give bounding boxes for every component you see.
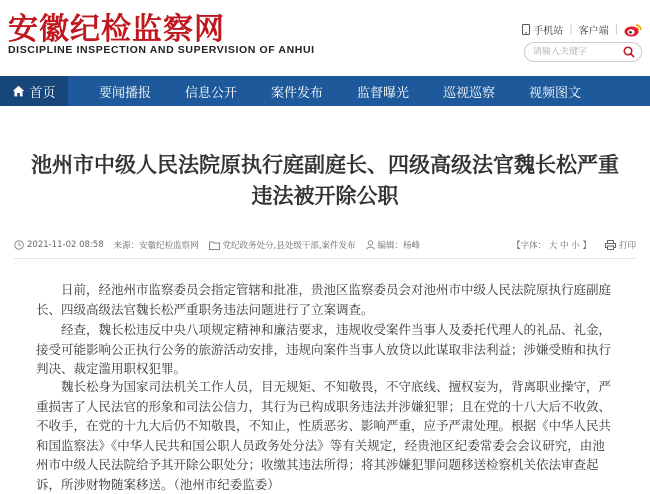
article-paragraph: 魏长松身为国家司法机关工作人员，目无规矩、不知敬畏，不守底线、擅权妄为，背离职业操守，严重损害了人民法官的形象和司法公信力，其行为已构成职务违法并涉嫌犯罪；且在党的十八大后不收敛、不收手，在党的十九大后仍不知敬畏，不知止，性质恶劣、影响严重，应予严肃处理。根据《中华人民共和国监察法》《中华人民共和国公职人员政务处分法》等有关规定，经贵池区纪委常委会会议研究，由池州市中级人民法院给予其开除公职处分；收缴其违法所得；将其涉嫌犯罪问题移送检察机关依法审查起诉，所涉财物随案移送。（池州市纪委监委） <box>36 379 612 492</box>
nav-item-inspection[interactable]: 巡视巡察 <box>442 85 495 101</box>
font-size-small[interactable]: 小 <box>571 241 580 251</box>
mobile-phone-icon <box>522 24 530 35</box>
site-logo-title[interactable]: 安徽纪检监察网 <box>8 12 225 47</box>
search-icon[interactable] <box>623 46 635 58</box>
mobile-site-link[interactable] <box>522 22 563 37</box>
font-size-label: 【字体： <box>512 241 547 251</box>
site-header <box>0 0 650 72</box>
publish-date <box>14 240 104 250</box>
nav-item-disclosure[interactable]: 信息公开 <box>184 85 237 101</box>
home-icon <box>12 85 25 97</box>
client-app-link[interactable] <box>579 22 609 37</box>
article-meta <box>14 237 636 253</box>
mobile-site-label: 手机站 <box>533 26 564 37</box>
printer-icon <box>605 240 616 250</box>
article-source-text: 来源：安徽纪检监察网 <box>113 241 199 251</box>
nav-item-label: 首页 <box>29 85 56 101</box>
meta-divider <box>14 258 636 259</box>
font-size-large[interactable]: 大 <box>548 241 558 251</box>
top-links <box>522 22 642 37</box>
print-button[interactable] <box>605 239 636 251</box>
top-links-divider: | <box>614 24 618 35</box>
article-source <box>114 239 199 251</box>
nav-item-cases[interactable]: 案件发布 <box>270 85 323 101</box>
font-size-close: 】 <box>582 241 591 251</box>
client-app-label: 客户端 <box>578 26 609 37</box>
folder-icon <box>209 241 220 250</box>
article-editor <box>366 239 421 251</box>
nav-item-video[interactable]: 视频图文 <box>528 85 581 101</box>
publish-date-text: 2021-11-02 08:58 <box>27 240 104 250</box>
nav-item-home[interactable] <box>0 76 68 106</box>
print-label: 打印 <box>618 241 636 251</box>
font-size-medium[interactable]: 中 <box>560 241 569 251</box>
font-size-control <box>512 239 591 251</box>
search-input[interactable] <box>533 47 623 57</box>
main-nav <box>0 76 650 106</box>
top-links-divider: | <box>569 24 573 35</box>
nav-item-exposure[interactable]: 监督曝光 <box>356 85 409 101</box>
weibo-icon[interactable] <box>624 23 642 37</box>
article-editor-text: 编辑：杨峰 <box>377 241 421 251</box>
article-paragraph: 经查，魏长松违反中央八项规定精神和廉洁要求，违规收受案件当事人及委托代理人的礼品、礼金，接受可能影响公正执行公务的旅游活动安排，违规向案件当事人放贷以此谋取非法利益；涉嫌受贿和执行判决、裁定滥用职权犯罪。 <box>36 322 612 376</box>
site-logo-subtitle: DISCIPLINE INSPECTION AND SUPERVISION OF ANHUI <box>8 44 315 56</box>
article-title: 池州市中级人民法院原执行庭副庭长、四级高级法官魏长松严重违法被开除公职 <box>31 153 619 208</box>
article-paragraph: 日前，经池州市监察委员会指定管辖和批准，贵池区监察委员会对池州市中级人民法院原执行庭副庭长、四级高级法官魏长松严重职务违法问题进行了立案调查。 <box>36 282 612 317</box>
user-icon <box>366 240 375 250</box>
search-box <box>524 42 642 62</box>
nav-item-news[interactable]: 要闻播报 <box>98 85 151 101</box>
article-category <box>209 239 356 251</box>
article-category-text[interactable]: 党纪政务处分,县处级干部,案件发布 <box>222 241 356 251</box>
clock-icon <box>14 240 24 250</box>
